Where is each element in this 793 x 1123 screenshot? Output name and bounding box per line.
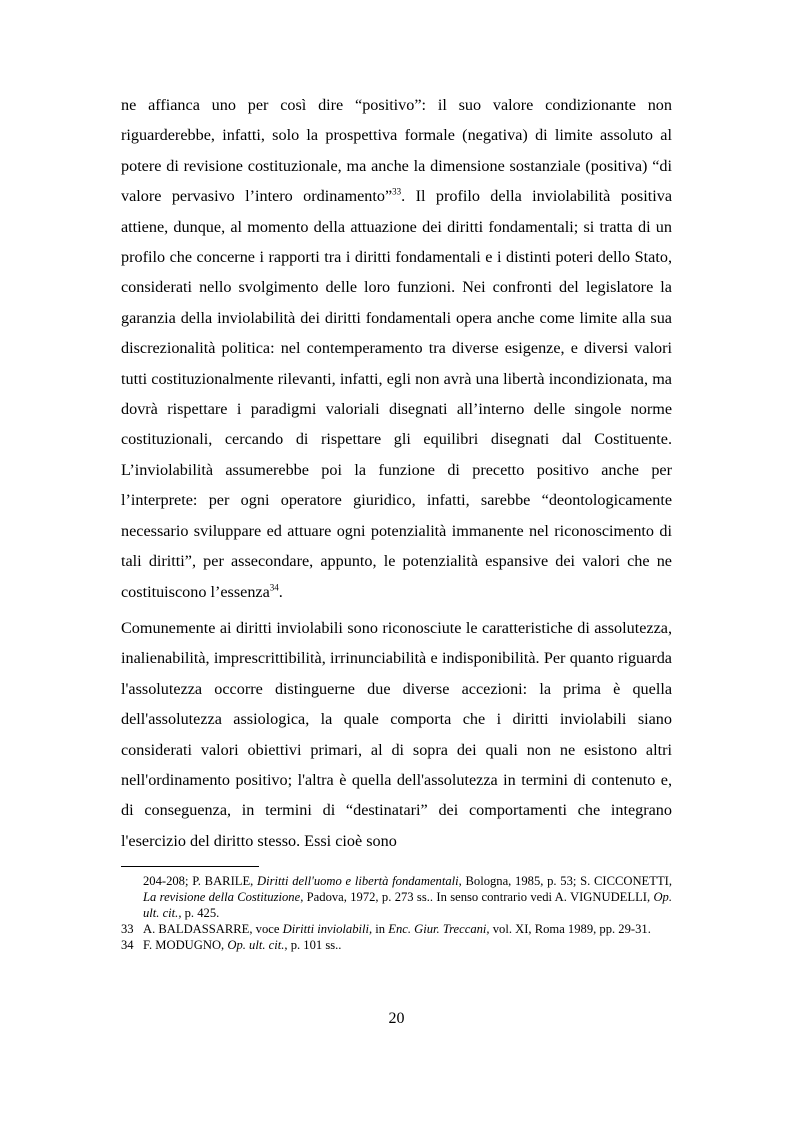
footnote-33: 33 A. BALDASSARRE, voce Diritti inviolabili, in Enc. Giur. Treccani, vol. XI, Roma 1989, pp. 29-31. [121, 922, 651, 937]
paragraph-1 [121, 90, 672, 607]
footnotes [121, 873, 672, 953]
page-number: 20 [388, 1010, 405, 1027]
footnote-34-number: 34 [121, 938, 134, 953]
paragraph-1-text-b: . Il profilo della inviolabilità positiva attiene, dunque, al momento della attuazione dei diritti fondamentali; si tratta di un profilo che concerne i rapporti tra i diritti fondamentali e i distinti poteri dello Stato, considerati nello svolgimento delle loro funzioni. Nei confronti del legislatore la garanzia della inviolabilità dei diritti fondamentali opera anche come limite alla sua discrezionalità politica: nel contemperamento tra diverse esigenze, e diversi valori tutti costituzionalmente rilevanti, infatti, egli non avrà una libertà incondizionata, ma dovrà rispettare i paradigmi valoriali disegnati all’interno delle singole norme costituzionali, cercando di rispettare gli equilibri disegnati dal Costituente. L’inviolabilità assumerebbe poi la funzione di precetto positivo anche per l’interprete: per ogni operatore giuridico, infatti, sarebbe “deontologicamente necessario sviluppare ed attuare ogni potenzialità immanente nel riconoscimento di tali diritti”, per assecondare, appunto, le potenzialità espansive dei valori che ne costituiscono l’essenza [121, 187, 673, 601]
page-body [121, 90, 672, 953]
footnote-34: 34 F. MODUGNO, Op. ult. cit., p. 101 ss.. [121, 938, 342, 953]
paragraph-1-text-c: . [278, 582, 283, 601]
footnote-ref-34[interactable]: 34 [269, 582, 279, 593]
paragraph-2: Comunemente ai diritti inviolabili sono riconosciute le caratteristiche di assolutezza, inalienabilità, imprescrittibilità, irrinunciabilità e indisponibilità. Per quanto riguarda l'assolutezza occorre distinguerne due diverse accezioni: la prima è quella dell'assolutezza assiologica, la quale comporta che i diritti inviolabili siano considerati valori obiettivi primari, al di sopra dei quali non ne esistono altri nell'ordinamento positivo; l'altra è quella dell'assolutezza in termini di contenuto e, di conseguenza, in termini di “destinatari” dei comportamenti che integrano l'esercizio del diritto stesso. Essi cioè sono [121, 618, 672, 850]
footnote-continuation: 204-208; P. BARILE, Diritti dell'uomo e libertà fondamentali, Bologna, 1985, p. 53; S. CICCONETTI, La revisione della Costituzione, Padova, 1972, p. 273 ss.. In senso contrario vedi A. VIGNUDELLI, Op. ult. cit., p. 425. [143, 874, 672, 921]
footnote-ref-33[interactable]: 33 [392, 186, 402, 197]
paragraph-1-text-a: ne affianca uno per così dire “positivo”: il suo valore condizionante non riguarderebbe, infatti, solo la prospettiva formale (negativa) di limite assoluto al potere di revisione costituzionale, ma anche la dimensione sostanziale (positiva) “di valore pervasivo l’intero ordinamento” [121, 96, 672, 206]
footnote-separator [121, 866, 259, 867]
footnote-33-number: 33 [121, 922, 134, 937]
